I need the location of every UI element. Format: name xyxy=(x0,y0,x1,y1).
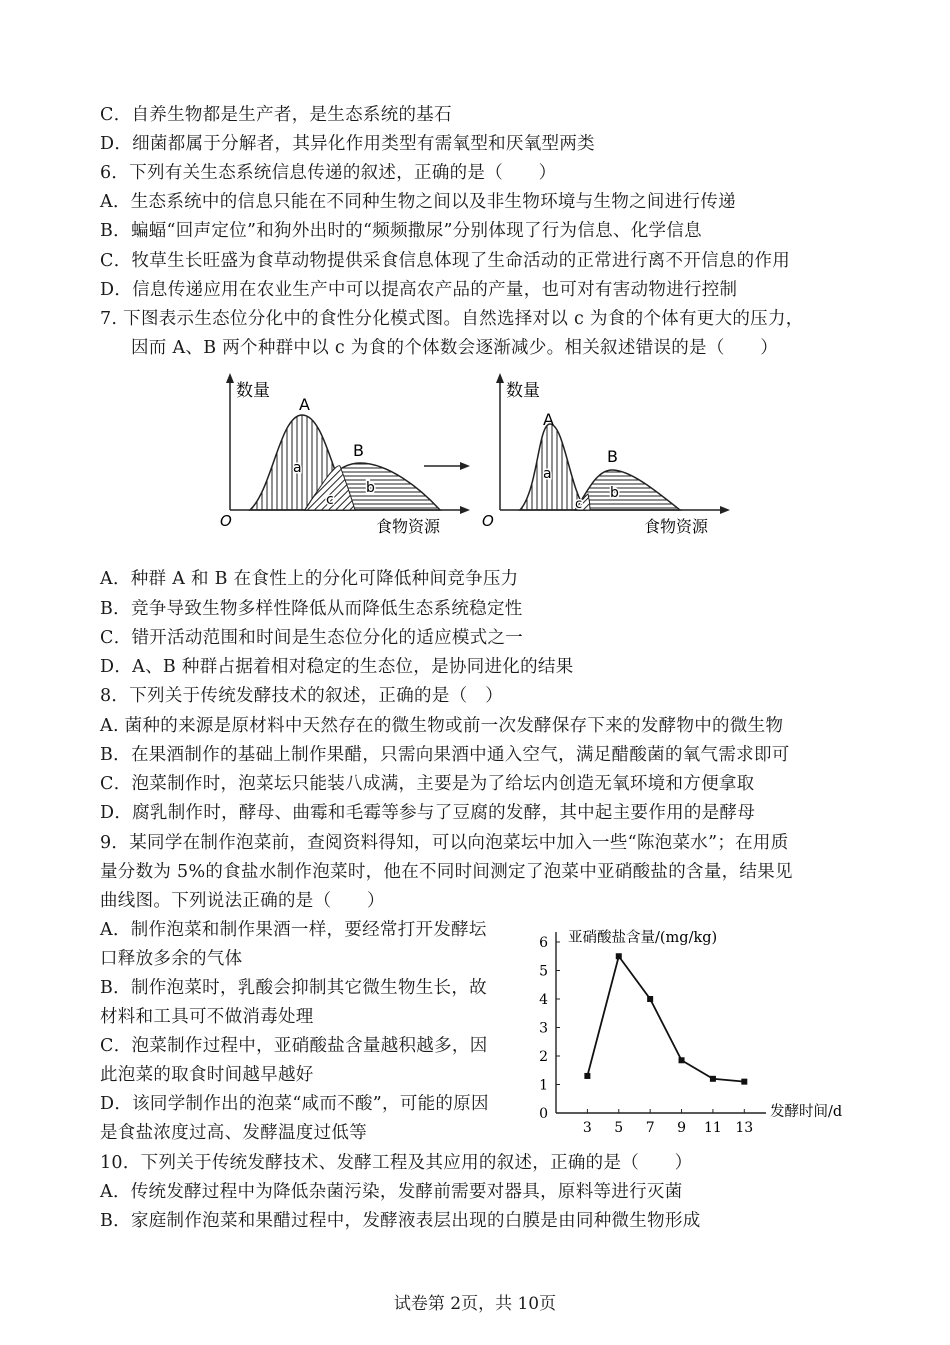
niche-y-label-1: 数量 xyxy=(236,381,270,401)
q9-option-d-1: D．该同学制作出的泡菜“咸而不酸”，可能的原因 xyxy=(100,1094,489,1114)
question-8-stem: 8．下列关于传统发酵技术的叙述，正确的是（ ） xyxy=(100,686,504,706)
q7-option-c: C．错开活动范围和时间是生态位分化的适应模式之一 xyxy=(100,628,524,648)
option-d-bacteria: D．细菌都属于分解者，其异化作用类型有需氧型和厌氧型两类 xyxy=(100,134,595,154)
chart-data-point xyxy=(584,1073,590,1079)
chart-y-tick-label: 0 xyxy=(539,1106,548,1122)
page-footer: 试卷第 2页，共 10页 xyxy=(393,1294,557,1314)
chart-data-point xyxy=(741,1079,747,1085)
q6-option-a: A．生态系统中的信息只能在不同种生物之间以及非生物环境与生物之间进行传递 xyxy=(100,192,736,212)
q9-option-b-1: B．制作泡菜时，乳酸会抑制其它微生物生长，故 xyxy=(100,978,487,998)
niche-label-a-1: a xyxy=(293,460,302,476)
chart-y-tick-label: 5 xyxy=(539,963,548,980)
niche-figure xyxy=(190,370,730,550)
chart-x-tick-label: 9 xyxy=(677,1120,686,1136)
question-10-stem: 10．下列关于传统发酵技术、发酵工程及其应用的叙述，正确的是（ ） xyxy=(100,1153,693,1173)
niche-panel-before xyxy=(220,373,470,536)
chart-series-line xyxy=(587,956,744,1081)
chart-data-point xyxy=(710,1076,716,1082)
q8-option-d: D．腐乳制作时，酵母、曲霉和毛霉等参与了豆腐的发酵，其中起主要作用的是酵母 xyxy=(100,803,756,823)
question-7-stem: 7. 下图表示生态位分化中的食性分化模式图。自然选择对以 c 为食的个体有更大的压力， xyxy=(100,309,804,329)
question-9-stem-3: 曲线图。下列说法正确的是（ ） xyxy=(100,891,385,911)
niche-label-B-2: B xyxy=(607,447,618,466)
q7-option-a: A．种群 A 和 B 在食性上的分化可降低种间竞争压力 xyxy=(100,569,519,589)
q8-option-c: C．泡菜制作时，泡菜坛只能装八成满，主要是为了给坛内创造无氧环境和方便拿取 xyxy=(100,774,755,794)
chart-y-label: 亚硝酸盐含量/(mg/kg) xyxy=(568,930,718,946)
question-9-stem-1: 9．某同学在制作泡菜前，查阅资料得知，可以向泡菜坛中加入一些“陈泡菜水”；在用质 xyxy=(100,833,789,853)
q9-option-c-2: 此泡菜的取食时间越早越好 xyxy=(100,1065,314,1085)
chart-x-tick-label: 3 xyxy=(582,1120,592,1136)
q7-option-b: B．竞争导致生物多样性降低从而降低生态系统稳定性 xyxy=(100,599,523,619)
niche-panel-after xyxy=(482,373,730,536)
q9-option-d-2: 是食盐浓度过高、发酵温度过低等 xyxy=(100,1123,367,1143)
chart-data-point xyxy=(616,953,622,959)
q9-option-c-1: C．泡菜制作过程中，亚硝酸盐含量越积越多，因 xyxy=(100,1036,488,1056)
niche-label-b-1: b xyxy=(366,480,375,496)
q6-option-b: B．蝙蝠“回声定位”和狗外出时的“频频撒尿”分别体现了行为信息、化学信息 xyxy=(100,221,702,241)
q10-option-a: A．传统发酵过程中为降低杂菌污染，发酵前需要对器具，原料等进行灭菌 xyxy=(100,1182,683,1202)
chart-data-point xyxy=(679,1057,685,1063)
niche-label-b-2: b xyxy=(610,485,619,501)
chart-y-tick-label: 3 xyxy=(539,1020,548,1037)
q9-option-a-2: 口释放多余的气体 xyxy=(100,949,243,969)
nitrite-chart xyxy=(530,920,850,1140)
chart-x-tick-label: 5 xyxy=(614,1120,624,1136)
q6-option-d: D．信息传递应用在农业生产中可以提高农产品的产量，也可对有害动物进行控制 xyxy=(100,280,738,300)
q9-option-a-1: A．制作泡菜和制作果酒一样，要经常打开发酵坛 xyxy=(100,920,487,940)
niche-label-B-1: B xyxy=(353,441,364,460)
chart-x-tick-label: 7 xyxy=(645,1120,655,1136)
chart-y-tick-label: 1 xyxy=(539,1077,548,1094)
niche-origin-2: O xyxy=(482,512,494,530)
niche-label-A-2: A xyxy=(543,410,554,429)
q8-option-a: A. 菌种的来源是原材料中天然存在的微生物或前一次发酵保存下来的发酵物中的微生物 xyxy=(100,716,784,736)
q7-option-d: D．A、B 种群占据着相对稳定的生态位，是协同进化的结果 xyxy=(100,657,574,677)
chart-x-label: 发酵时间/d xyxy=(770,1104,843,1120)
option-c-autotroph: C．自养生物都是生产者，是生态系统的基石 xyxy=(100,105,452,125)
q6-option-c: C．牧草生长旺盛为食草动物提供采食信息体现了生命活动的正常进行离不开信息的作用 xyxy=(100,251,791,271)
question-9-stem-2: 量分数为 5%的食盐水制作泡菜时，他在不同时间测定了泡菜中亚硝酸盐的含量，结果见 xyxy=(100,862,793,882)
niche-x-label-2: 食物资源 xyxy=(644,517,709,536)
chart-x-tick-label: 11 xyxy=(704,1120,722,1136)
question-7-stem-cont: 因而 A、B 两个种群中以 c 为食的个体数会逐渐减少。相关叙述错误的是（ ） xyxy=(131,338,779,358)
niche-label-A-1: A xyxy=(299,395,310,414)
niche-origin-1: O xyxy=(220,512,232,530)
q9-option-b-2: 材料和工具可不做消毒处理 xyxy=(100,1007,314,1027)
chart-data-point xyxy=(647,996,653,1002)
chart-y-tick-label: 6 xyxy=(539,935,548,951)
chart-x-tick-label: 13 xyxy=(735,1120,754,1136)
chart-y-tick-label: 2 xyxy=(539,1049,548,1065)
niche-x-label-1: 食物资源 xyxy=(376,517,441,536)
niche-label-c-1: c xyxy=(326,492,334,508)
question-6-stem: 6．下列有关生态系统信息传递的叙述，正确的是（ ） xyxy=(100,163,557,183)
q10-option-b: B．家庭制作泡菜和果醋过程中，发酵液表层出现的白膜是由同种微生物形成 xyxy=(100,1211,701,1231)
transition-arrow xyxy=(424,462,470,470)
niche-y-label-2: 数量 xyxy=(506,381,540,401)
chart-y-tick-label: 4 xyxy=(539,992,548,1008)
q8-option-b: B．在果酒制作的基础上制作果醋，只需向果酒中通入空气，满足醋酸菌的氧气需求即可 xyxy=(100,745,790,765)
niche-label-c-2: c xyxy=(575,497,583,512)
niche-label-a-2: a xyxy=(543,466,552,482)
